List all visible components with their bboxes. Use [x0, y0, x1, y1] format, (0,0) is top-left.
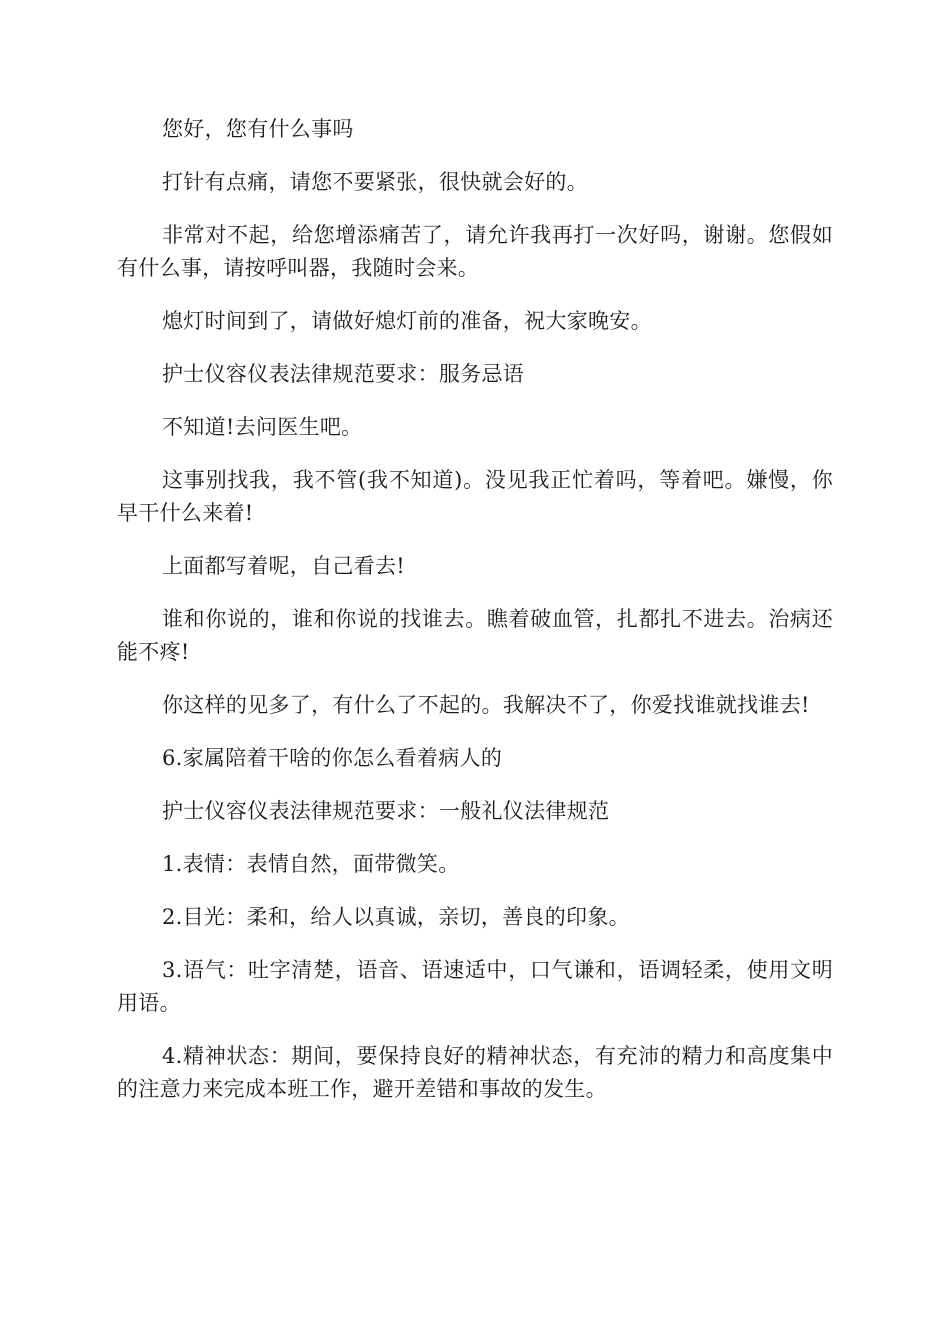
- paragraph-greeting: 您好，您有什么事吗: [162, 117, 354, 141]
- paragraph-apology: 非常对不起，给您增添痛苦了，请允许我再打一次好吗，谢谢。您假如有什么事，请按呼叫器，我随时会来。: [117, 223, 833, 280]
- document-body: [117, 113, 833, 1126]
- paragraph-taboo-3: 上面都写着呢，自己看去!: [162, 554, 406, 578]
- paragraph-taboo-4: 谁和你说的，谁和你说的找谁去。瞧着破血管，扎都扎不进去。治病还能不疼!: [117, 607, 833, 664]
- paragraph-injection: 打针有点痛，请您不要紧张，很快就会好的。: [162, 170, 588, 194]
- paragraph-etiquette-heading: 护士仪容仪表法律规范要求：一般礼仪法律规范: [162, 799, 610, 823]
- paragraph-taboo-1: 不知道!去问医生吧。: [162, 415, 363, 439]
- paragraph-lights-out: 熄灯时间到了，请做好熄灯前的准备，祝大家晚安。: [162, 309, 652, 333]
- paragraph-taboo-heading: 护士仪容仪表法律规范要求：服务忌语: [162, 362, 525, 386]
- paragraph-gaze: 2.目光：柔和，给人以真诚，亲切，善良的印象。: [162, 905, 630, 929]
- paragraph-tone: 3.语气：吐字清楚，语音、语速适中，口气谦和，语调轻柔，使用文明用语。: [117, 958, 833, 1015]
- paragraph-mental-state: 4.精神状态：期间，要保持良好的精神状态，有充沛的精力和高度集中的注意力来完成本班工作，避开差错和事故的发生。: [117, 1044, 833, 1101]
- paragraph-taboo-2: 这事别找我，我不管(我不知道)。没见我正忙着吗，等着吧。嫌慢，你早干什么来着!: [117, 468, 833, 525]
- paragraph-taboo-6: 6.家属陪着干啥的你怎么看着病人的: [162, 746, 503, 770]
- paragraph-taboo-5: 你这样的见多了，有什么了不起的。我解决不了，你爱找谁就找谁去!: [162, 693, 810, 717]
- paragraph-expression: 1.表情：表情自然，面带微笑。: [162, 852, 460, 876]
